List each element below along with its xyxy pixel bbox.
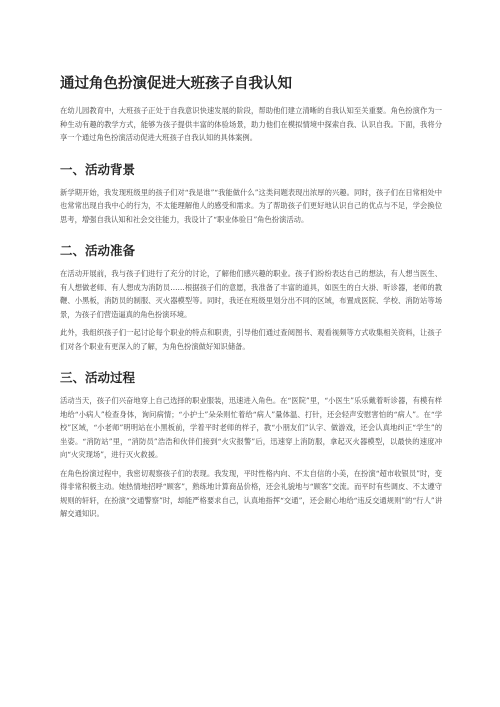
intro-paragraph: 在幼儿园教育中，大班孩子正处于自我意识快速发展的阶段，帮助他们建立清晰的自我认知至关重要。角色扮演作为一种生动有趣的教学方式，能够为孩子提供丰富的体验场景，助力他们在模拟情境中探索自我、认识自我。下面，我将分享一个通过角色扮演活动促进大班孩子自我认知的具体案例。 [60,106,442,142]
process-paragraph-2: 在角色扮演过程中，我密切观察孩子们的表现。我发现，平时性格内向、不太自信的小美，在扮演“超市收银员”时，变得非常积极主动。她热情地招呼“顾客”，熟练地计算商品价格，还会礼貌地与“顾客”交流。而平时有些调皮、不太遵守规则的轩轩，在扮演“交通警察”时，却能严格要求自己，认真地指挥“交通”，还会耐心地给“违反交通规则”的“行人”讲解交通知识。 [60,468,442,518]
document-title: 通过角色扮演促进大班孩子自我认知 [60,76,292,92]
section-heading-background: 一、活动背景 [60,161,136,177]
preparation-paragraph-2: 此外，我组织孩子们一起讨论每个职业的特点和职责，引导他们通过查阅图书、观看视频等方式收集相关资料，让孩子们对各个职业有更深入的了解，为角色扮演做好知识储备。 [60,328,442,351]
process-paragraph-1: 活动当天，孩子们兴奋地穿上自己选择的职业服装，迅速进入角色。在“医院”里，“小医生”乐乐戴着听诊器，有模有样地给“小病人”检查身体，询问病情；“小护士”朵朵则忙着给“病人”量体温、打针，还会轻声安慰害怕的“病人”。在“学校”区域，“小老师”明明站在小黑板前，学着平时老师的样子，教“小朋友们”认字、做游戏，还会认真地纠正“学生”的坐姿。“消防站”里，“消防员”浩浩和伙伴们接到“火灾报警”后，迅速穿上消防服，拿起灭火器模型，以最快的速度冲向“火灾现场”，进行灭火救援。 [60,396,442,459]
background-paragraph: 新学期开始，我发现班级里的孩子们对“我是谁”“我能做什么”这类问题表现出浓厚的兴趣。同时，孩子们在日常相处中也常常出现自我中心的行为，不太能理解他人的感受和需求。为了帮助孩子们更好地认识自己的优点与不足，学会换位思考，增强自我认知和社会交往能力，我设计了“职业体验日”角色扮演活动。 [60,187,442,224]
preparation-paragraph-1: 在活动开展前，我与孩子们进行了充分的讨论，了解他们感兴趣的职业。孩子们纷纷表达自己的想法，有人想当医生、有人想做老师、有人想成为消防员……根据孩子们的意愿，我准备了丰富的道具，如医生的白大褂、听诊器，老师的教鞭、小黑板，消防员的制服、灭火器模型等。同时，我还在班级里划分出不同的区域，布置成医院、学校、消防站等场景，为孩子们营造逼真的角色扮演环境。 [60,269,442,319]
document-page [60,74,442,533]
section-heading-process: 三、活动过程 [60,370,136,385]
section-heading-preparation: 二、活动准备 [60,243,136,258]
